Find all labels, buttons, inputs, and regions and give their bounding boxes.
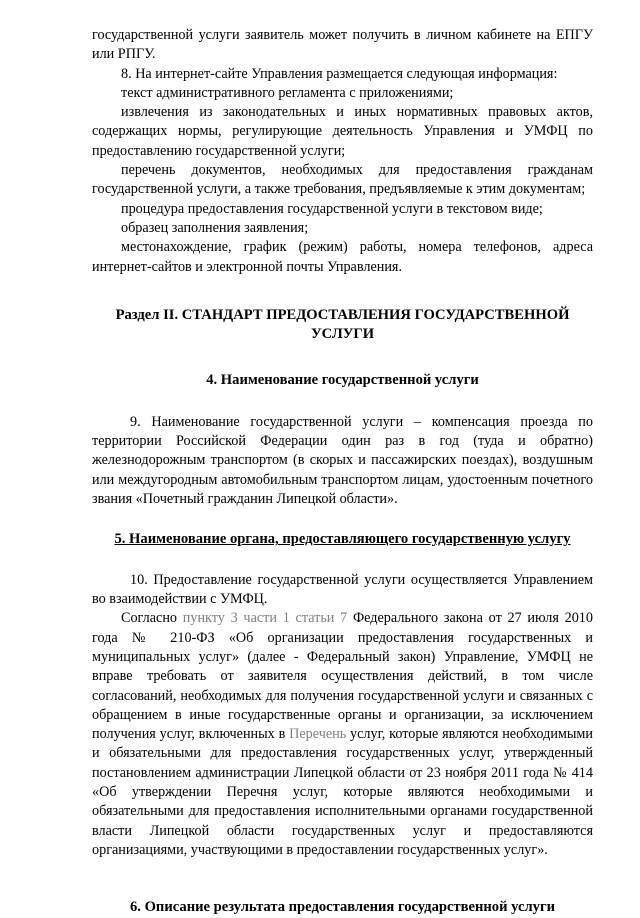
heading-6: 6. Описание результата предоставления государственной услуги bbox=[129, 899, 555, 916]
heading-4: 4. Наименование государственной услуги bbox=[206, 372, 479, 389]
paragraph-11-middle: Федерального закона от 27 июля 2010 года № 210-ФЗ «Об организации предоставления государственных и муниципальных услуг» (далее - Федеральный закон) Управление, УМФЦ не вправе требовать от заявителя осуществления действий, в том числе согласований, необходимых для получения государственной услуги и связанных с обращением в иные государственные органы и организации, за исключением получения услуг, включенных в bbox=[92, 610, 593, 743]
paragraph-10: 10. Предоставление государственной услуги осуществляется Управлением во взаимодействии с УМФЦ. bbox=[92, 571, 593, 608]
list-item-application-sample: образец заполнения заявления; bbox=[121, 219, 309, 236]
section-2-title: Раздел II. СТАНДАРТ ПРЕДОСТАВЛЕНИЯ ГОСУДАРСТВЕННОЙ УСЛУГИ bbox=[115, 306, 570, 343]
paragraph-11-start: Согласно bbox=[121, 610, 183, 627]
paragraph-9: 9. Наименование государственной услуги – компенсация проезда по территории Российской Федерации один раз в год (туда и обратно) железнодорожным транспортом (в скорых и пассажирских поездах), воздушным или междугородным автомобильным транспортом лицам, удостоенным почетного звания «Почетный гражданин Липецкой области». bbox=[92, 413, 593, 507]
list-item-procedure: процедура предоставления государственной услуги в текстовом виде; bbox=[121, 200, 543, 217]
heading-5-text: 5. Наименование органа, предоставляющего государственную услугу bbox=[114, 531, 571, 548]
paragraph-continued: государственной услуги заявитель может получить в личном кабинете на ЕПГУ или РПГУ. bbox=[92, 27, 593, 63]
law-article-link[interactable]: пункту 3 части 1 статьи 7 bbox=[182, 610, 348, 627]
paragraph-8: 8. На интернет-сайте Управления размещается следующая информация: bbox=[121, 65, 558, 82]
list-item-regulation-text: текст административного регламента с приложениями; bbox=[121, 84, 454, 101]
list-reference-link[interactable]: Перечень bbox=[289, 726, 347, 743]
paragraph-11 bbox=[92, 609, 593, 860]
document-page bbox=[92, 26, 593, 918]
list-item-legal-extracts: извлечения из законодательных и иных нормативных правовых актов, содержащих нормы, регулирующие деятельность Управления и УМФЦ по предоставлению государственной услуги; bbox=[92, 104, 593, 159]
list-item-documents-list: перечень документов, необходимых для предоставления гражданам государственной услуги, а также требования, предъявляемые к этим документам; bbox=[92, 162, 593, 198]
heading-5 bbox=[92, 530, 593, 550]
list-item-location-schedule: местонахождение, график (режим) работы, номера телефонов, адреса интернет-сайтов и электронной почты Управления. bbox=[92, 239, 593, 275]
paragraph-11-end: услуг, которые являются необходимыми и обязательными для предоставления государственных услуг, утвержденный постановлением администрации Липецкой области от 23 ноября 2011 года № 414 «Об утверждении Перечня услуг, которые являются необходимыми и обязательными для предоставления исполнительными органами государственной власти Липецкой области государственных услуг и предоставляются организациями, участвующими в предоставлении государственных услуг». bbox=[92, 726, 593, 858]
